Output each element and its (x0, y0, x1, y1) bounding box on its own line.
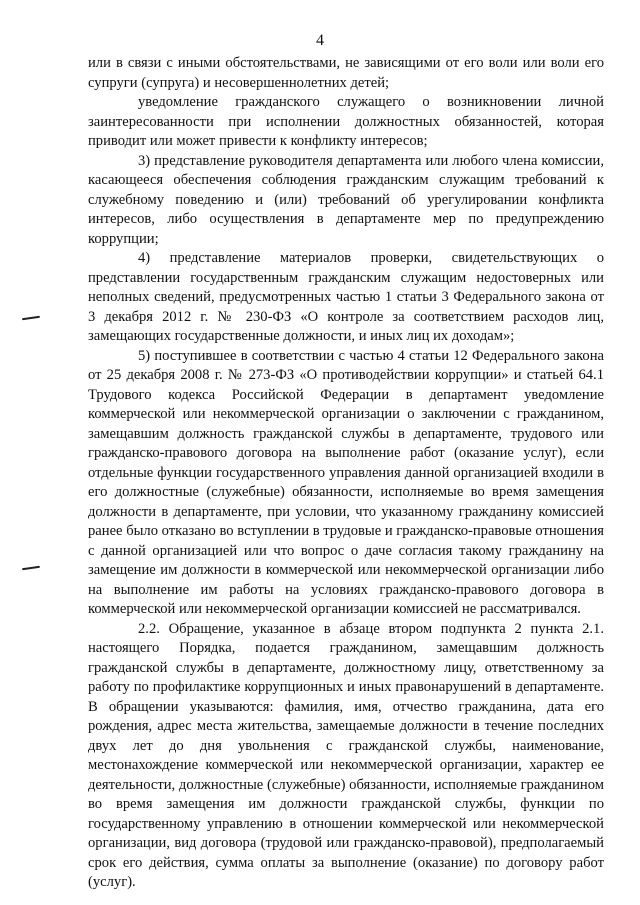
margin-mark (22, 316, 40, 320)
document-body (88, 54, 604, 893)
paragraph: уведомление гражданского служащего о возникновении личной заинтересованности при исполнении должностных обязанностей, которая приводит или может привести к конфликту интересов; (88, 94, 604, 149)
paragraph: 4) представление материалов проверки, свидетельствующих о представлении государственным гражданским служащим недостоверных или неполных сведений, предусмотренных частью 1 статьи 3 Федерального закона от 3 декабря 2012 г. № 230-ФЗ «О контроле за соответствием расходов лиц, замещающих государственные должности, и иных лиц их доходам»; (88, 250, 604, 344)
paragraph: 3) представление руководителя департамента или любого члена комиссии, касающееся обеспечения соблюдения гражданским служащим требований к служебному поведению и (или) требований об урегулировании конфликта интересов, либо осуществления в департаменте мер по предупреждению коррупции; (88, 152, 604, 247)
paragraph: или в связи с иными обстоятельствами, не зависящими от его воли или воли его супруги (супруга) и несовершеннолетних детей; (88, 55, 604, 91)
page-number: 4 (316, 32, 324, 49)
paragraph: 2.2. Обращение, указанное в абзаце втором подпункта 2 пункта 2.1. настоящего Порядка, подается гражданином, замещавшим должность гражданской службы в департаменте, должностному лицу, ответственному за работу по профилактике коррупционных и иных правонарушений в департаменте. В обращении указываются: фамилия, имя, отчество гражданина, дата его рождения, адрес места жительства, замещаемые должности в течение последних двух лет до дня увольнения с гражданской службы, наименование, местонахождение коммерческой или некоммерческой организации, характер ее деятельности, должностные (служебные) обязанности, исполняемые гражданином во время замещения им должности гражданской службы, функции по государственному управлению в отношении коммерческой или некоммерческой организации, вид договора (трудовой или гражданско-правовой), предполагаемый срок его действия, сумма оплаты за выполнение (оказание) по договору работ (услуг). (88, 620, 604, 890)
margin-mark (22, 566, 40, 570)
paragraph: 5) поступившее в соответствии с частью 4 статьи 12 Федерального закона от 25 декабря 2008 г. № 273-ФЗ «О противодействии коррупции» и статьей 64.1 Трудового кодекса Российской Федерации в департамент уведомление коммерческой или некоммерческой организации о заключении с гражданином, замещавшим должность гражданской службы в департаменте, трудового или гражданско-правового договора на выполнение работ (оказание услуг), если отдельные функции государственного управления данной организацией входили в его должностные (служебные) обязанности, исполняемые во время замещения должности в департаменте, при условии, что указанному гражданину комиссией ранее было отказано во вступлении в трудовые и гражданско-правовые отношения с данной организацией или что вопрос о даче согласия такому гражданину на замещение им должности в коммерческой или некоммерческой организации либо на выполнение им работы на условиях гражданско-правового договора в коммерческой или некоммерческой организации комиссией не рассматривался. (88, 347, 604, 617)
